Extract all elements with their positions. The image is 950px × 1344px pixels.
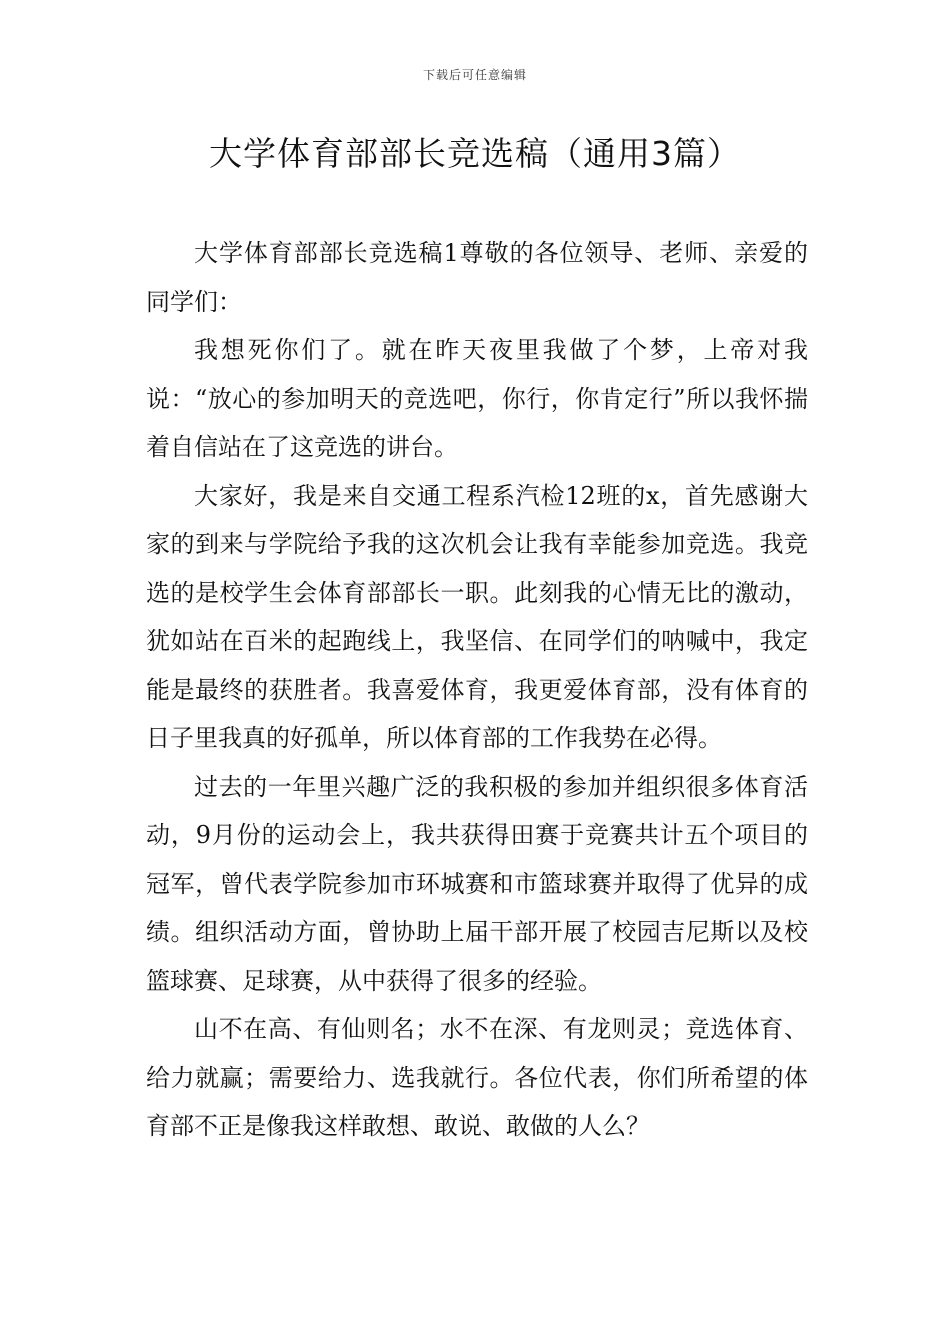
paragraph-3: 大家好，我是来自交通工程系汽检12班的x，首先感谢大家的到来与学院给予我的这次机会让我有幸能参加竞选。我竞选的是校学生会体育部部长一职。此刻我的心情无比的激动，犹如站在百米的起跑线上，我坚信、在同学们的呐喊中，我定能是最终的获胜者。我喜爱体育，我更爱体育部，没有体育的日子里我真的好孤单，所以体育部的工作我势在必得。 [146, 481, 808, 752]
paragraph-1: 大学体育部部长竞选稿1尊敬的各位领导、老师、亲爱的同学们： [146, 239, 808, 316]
header-note: 下载后可任意编辑 [422, 68, 527, 82]
paragraph-5: 山不在高、有仙则名；水不在深、有龙则灵；竞选体育、给力就赢；需要给力、选我就行。各位代表，你们所希望的体育部不正是像我这样敢想、敢说、敢做的人么？ [146, 1015, 808, 1140]
paragraph-2: 我想死你们了。就在昨天夜里我做了个梦，上帝对我说：“放心的参加明天的竞选吧，你行，你肯定行”所以我怀揣着自信站在了这竞选的讲台。 [146, 336, 808, 461]
paragraph-4: 过去的一年里兴趣广泛的我积极的参加并组织很多体育活动，9月份的运动会上，我共获得田赛于竞赛共计五个项目的冠军，曾代表学院参加市环城赛和市篮球赛并取得了优异的成绩。组织活动方面，曾协助上届干部开展了校园吉尼斯以及校篮球赛、足球赛，从中获得了很多的经验。 [146, 772, 808, 995]
document-body [146, 229, 808, 1151]
document-title: 大学体育部部长竞选稿（通用3篇） [209, 134, 741, 173]
